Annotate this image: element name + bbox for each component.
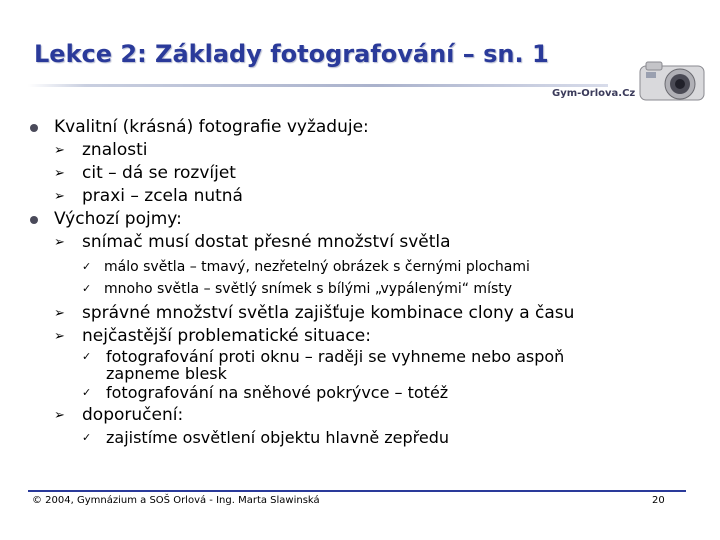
check-icon: ✓ — [82, 431, 92, 444]
check-icon: ✓ — [82, 282, 92, 295]
list-item: ➢ cit – dá se rozvíjet — [54, 163, 236, 183]
dot-icon — [30, 124, 38, 132]
check-icon: ✓ — [82, 386, 92, 399]
list-item: Kvalitní (krásná) fotografie vyžaduje: — [28, 116, 708, 139]
list-item: ➢ doporučení: — [54, 405, 184, 425]
title-divider — [28, 84, 608, 87]
list-item: zapneme blesk — [106, 364, 227, 383]
camera-icon — [632, 56, 712, 108]
check-icon: ✓ — [82, 260, 92, 273]
check-icon: ✓ — [82, 350, 92, 363]
list-item: ✓ zajistíme osvětlení objektu hlavně zepředu — [82, 428, 450, 447]
list-item: ✓ mnoho světla – světlý snímek s bílými „vypálenými“ místy — [28, 278, 708, 300]
arrow-icon: ➢ — [54, 189, 65, 204]
list-item: ➢ praxi – zcela nutná — [54, 186, 243, 206]
list-item: ➢ správné množství světla zajišťuje kombinace clony a času — [54, 303, 575, 323]
slide-title: Lekce 2: Základy fotografování – sn. 1 — [34, 40, 549, 68]
arrow-icon: ➢ — [54, 329, 65, 344]
dot-icon — [30, 216, 38, 224]
list-item: ✓ fotografování proti oknu – raději se vyhneme nebo aspoň — [82, 347, 565, 366]
site-label: Gym-Orlova.Cz — [552, 88, 636, 99]
footer-divider — [28, 490, 686, 492]
arrow-icon: ➢ — [54, 166, 65, 181]
list-item: ➢ snímač musí dostat přesné množství světla — [54, 232, 451, 252]
list-item: ✓ málo světla – tmavý, nezřetelný obrázek s černými plochami — [28, 256, 708, 278]
arrow-icon: ➢ — [54, 235, 65, 250]
list-item: ➢ znalosti — [54, 140, 148, 160]
list-item: Výchozí pojmy: — [28, 208, 708, 231]
page-number: 20 — [652, 495, 665, 506]
arrow-icon: ➢ — [54, 143, 65, 158]
list-item: ✓ fotografování na sněhové pokrývce – totéž — [82, 383, 449, 402]
list-item: ➢ nejčastější problematické situace: — [54, 326, 371, 346]
slide-body — [28, 116, 708, 449]
arrow-icon: ➢ — [54, 408, 65, 423]
arrow-icon: ➢ — [54, 306, 65, 321]
footer-text: © 2004, Gymnázium a SOŠ Orlová - Ing. Marta Slawinská — [32, 495, 320, 506]
